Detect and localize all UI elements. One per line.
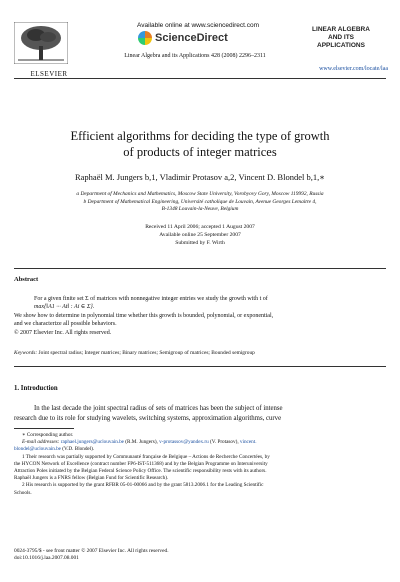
footnote-2: 2 His research is supported by the grant RFBR 05-01-00066 and by the grant 5813.2006.1 for the Leading Scientific <box>22 482 264 489</box>
footnote-1: 1 Their research was partially supported by Communauté française de Belgique – Actions de Recherche Concertées, by <box>22 453 270 460</box>
email-addresses: E-mail addresses: raphael.jungers@uclouvain.be (R.M. Jungers), v-protassov@yandex.ru (V. Protasov), vincent. <box>22 439 257 446</box>
paper-title: Efficient algorithms for deciding the type of growth of products of integer matrices <box>70 129 330 159</box>
submission-dates: Received 11 April 2006; accepted 1 August 2007 Available online 25 September 2007 Submitted by F. Wirth <box>145 224 255 246</box>
abstract-bottom-rule <box>14 366 386 367</box>
publisher-name: ELSEVIER <box>30 70 68 78</box>
doi-line[interactable]: doi:10.1016/j.laa.2007.08.001 <box>14 555 79 562</box>
front-matter <box>14 548 169 563</box>
keywords: Keywords: Joint spectral radius; Integer matrices; Binary matrices; Semigroup of matrices; Bounded semigroup <box>14 350 255 356</box>
journal-url-link[interactable]: www.elsevier.com/locate/laa <box>319 66 388 72</box>
footnotes: ∗ Corresponding author. E-mail addresses: raphael.jungers@uclouvain.be (R.M. Jungers), v-protassov@yandex.ru (V. Protasov), vincent. blondel@uclouvain.be (V.D. Blondel). 1 Their research was partially supported by Communauté française de Belgique – Actions de Recherche Concertées, by the HYCON Network of Excellence (contract number FP6-IST-511368) and by the Belgian Programme on Interuniversity Attraction Poles initiated by the Belgian Federal Science Policy Office. The scientific responsibility rests with its authors. Raphaël Jungers is a FNRS fellow (Belgian Fund for Scientific Research). 2 His research is supported by the grant RFBR 05-01-00066 and by the grant 5813.2006.1 for the Leading Scientific Schools. <box>14 432 386 497</box>
sciencedirect-logo[interactable] <box>138 30 268 46</box>
available-online-text: Available online at www.sciencedirect.com <box>137 22 259 29</box>
journal-citation: Linear Algebra and its Applications 428 (2008) 2296–2311 <box>124 53 266 59</box>
elsevier-logo <box>14 22 84 76</box>
elsevier-tree-icon <box>14 22 68 64</box>
email-link-protasov[interactable]: v-protassov@yandex.ru <box>159 439 209 446</box>
sciencedirect-icon <box>138 31 152 45</box>
section-heading-introduction: 1. Introduction <box>14 385 58 392</box>
email-link-jungers[interactable]: raphael.jungers@uclouvain.be <box>60 439 124 446</box>
abstract-formula: max{‖A1 ··· At‖ : Ai ∈ Σ}. <box>34 304 95 311</box>
affiliations: a Department of Mechanics and Mathematics, Moscow State University, Vorobyovy Gory, Moscow 119992, Russia b Department of Mathematical Engineering, Université catholique de Louvain, Avenue Georges Lemaitre 4, B-1348 Louvain-la-Neuve, Belgium <box>76 191 324 212</box>
issn-line: 0024-3795/$ - see front matter © 2007 Elsevier Inc. All rights reserved. <box>14 548 169 554</box>
header-rule <box>14 78 386 79</box>
abstract-heading: Abstract <box>14 276 39 283</box>
footnote-rule <box>14 428 74 429</box>
sciencedirect-label: ScienceDirect <box>155 32 228 44</box>
journal-name: LINEAR ALGEBRA AND ITS APPLICATIONS <box>312 26 370 49</box>
abstract-top-rule <box>14 268 386 269</box>
email-link-blondel[interactable]: vincent. <box>239 439 257 446</box>
abstract-body: For a given finite set Σ of matrices with nonnegative integer entries we study the growth with t of max{‖A1 ··· At‖ : Ai ∈ Σ}. We show how to determine in polynomial time whether this growth is bounded, polynomial, or exponential, and we characterize all possible behaviors. © 2007 Elsevier Inc. All rights reserved. <box>14 295 386 337</box>
author-list: Raphaël M. Jungers b,1, Vladimir Protasov a,2, Vincent D. Blondel b,1,∗ <box>74 172 325 182</box>
introduction-text: In the last decade the joint spectral radius of sets of matrices has been the subject of intense research due to its role for studying wavelets, switching systems, approximation algorithms, curve <box>14 405 283 422</box>
